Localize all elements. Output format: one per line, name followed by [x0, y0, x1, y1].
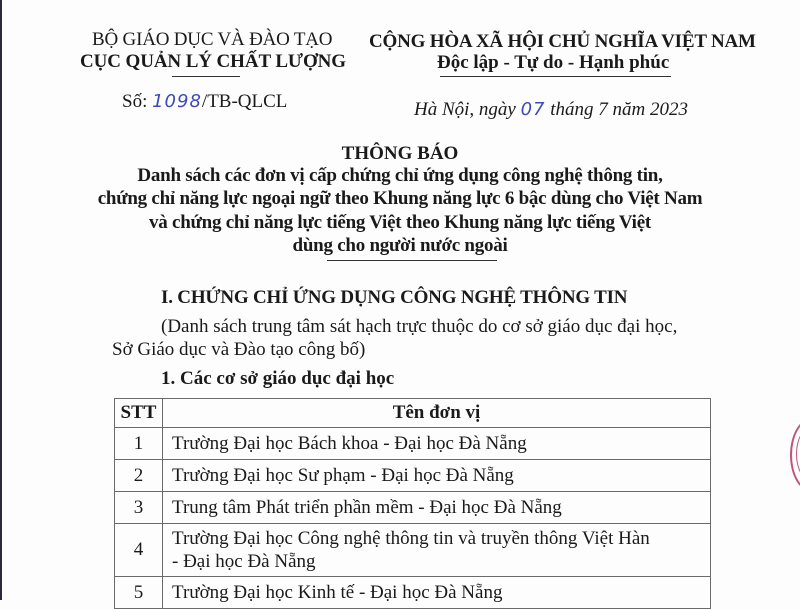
table-header-row — [115, 399, 711, 428]
row-unit-name: Trường Đại học Sư phạm - Đại học Đà Nẵng — [163, 460, 711, 492]
document-number-suffix: /TB-QLCL — [201, 91, 288, 112]
national-motto: Độc lập - Tự do - Hạnh phúc — [437, 52, 670, 73]
row-unit-name: Trường Đại học Bách khoa - Đại học Đà Nẵng — [163, 428, 711, 460]
row-unit-name — [163, 524, 711, 577]
notice-subtitle-line-3: và chứng chỉ năng lực tiếng Việt theo Khung năng lực tiếng Việt — [149, 212, 651, 233]
date-prefix: Hà Nội, ngày — [414, 99, 521, 120]
row-unit-name-line-2: - Đại học Đà Nẵng — [172, 551, 316, 572]
row-unit-name-line-1: Trường Đại học Công nghệ thông tin và truyền thông Việt Hàn — [172, 528, 650, 549]
document-number-prefix: Số: — [122, 91, 153, 112]
units-table — [114, 398, 711, 609]
subtitle-underline — [327, 260, 497, 261]
section-note-line-1: (Danh sách trung tâm sát hạch trực thuộc do cơ sở giáo dục đại học, — [161, 316, 678, 337]
column-header-stt: STT — [115, 399, 163, 428]
table-row — [115, 428, 711, 460]
date-day-handwritten: 07 — [520, 99, 546, 120]
table-row — [115, 524, 711, 577]
section-heading: I. CHỨNG CHỈ ỨNG DỤNG CÔNG NGHỆ THÔNG TIN — [161, 287, 628, 308]
agency-underline — [172, 76, 240, 77]
ministry-name: BỘ GIÁO DỤC VÀ ĐÀO TẠO — [92, 29, 333, 50]
official-seal-stamp — [790, 418, 800, 492]
notice-subtitle-line-4: dùng cho người nước ngoài — [292, 235, 508, 256]
row-stt: 5 — [115, 577, 163, 609]
row-unit-name: Trường Đại học Kinh tế - Đại học Đà Nẵng — [163, 577, 711, 609]
issue-date — [414, 99, 688, 121]
document-number — [122, 91, 287, 113]
agency-name: CỤC QUẢN LÝ CHẤT LƯỢNG — [80, 51, 346, 72]
table-row — [115, 492, 711, 524]
table-row — [115, 577, 711, 609]
row-unit-name: Trung tâm Phát triển phần mềm - Đại học Đà Nẵng — [163, 492, 711, 524]
page-edge-border — [0, 0, 2, 600]
subsection-heading: 1. Các cơ sở giáo dục đại học — [161, 368, 395, 389]
column-header-unit-name: Tên đơn vị — [163, 399, 711, 428]
motto-underline — [440, 76, 671, 77]
date-suffix: tháng 7 năm 2023 — [545, 99, 689, 120]
row-stt: 4 — [115, 524, 163, 577]
republic-title: CỘNG HÒA XÃ HỘI CHỦ NGHĨA VIỆT NAM — [369, 31, 756, 52]
row-stt: 3 — [115, 492, 163, 524]
row-stt: 2 — [115, 460, 163, 492]
notice-subtitle-line-1: Danh sách các đơn vị cấp chứng chỉ ứng dụng công nghệ thông tin, — [137, 165, 663, 186]
table-row — [115, 460, 711, 492]
notice-title: THÔNG BÁO — [341, 143, 459, 164]
section-note-line-2: Sở Giáo dục và Đào tạo công bố) — [112, 339, 366, 360]
notice-subtitle-line-2: chứng chỉ năng lực ngoại ngữ theo Khung năng lực 6 bậc dùng cho Việt Nam — [97, 188, 703, 209]
document-number-handwritten: 1098 — [152, 91, 202, 112]
row-stt: 1 — [115, 428, 163, 460]
